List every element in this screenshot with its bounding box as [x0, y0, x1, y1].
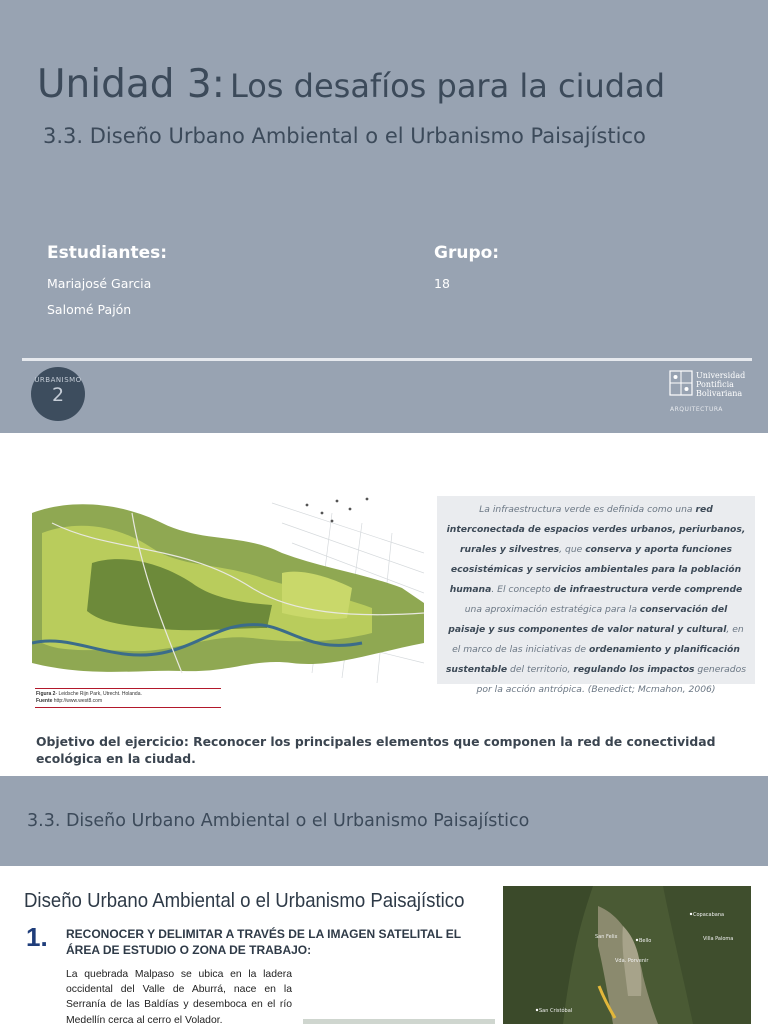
unit-title-rest: Los desafíos para la ciudad	[229, 67, 666, 105]
step-heading: RECONOCER Y DELIMITAR A TRAVÉS DE LA IMAGEN SATELITAL EL ÁREA DE ESTUDIO O ZONA DE TRABAJO:	[66, 927, 461, 957]
study-slide-title: Diseño Urbano Ambiental o el Urbanismo Paisajístico	[24, 890, 465, 912]
park-aerial-illustration	[32, 493, 424, 685]
university-name	[696, 371, 745, 398]
satellite-map-image	[503, 886, 751, 1024]
map-label-copacabana: Copacabana	[693, 912, 725, 918]
section-title: 3.3. Diseño Urbano Ambiental o el Urbanismo Paisajístico	[27, 811, 530, 831]
step-description: La quebrada Malpaso se ubica en la ladera occidental del Valle de Aburrá, nace en la Serranía de las Baldías y desemboca en el río Medellín cerca al cerro el Volador.	[66, 969, 292, 1024]
urbanismo-badge-logo	[31, 367, 85, 421]
quote-emphasis: de infraestructura verde comprende	[553, 584, 743, 595]
university-line-3: Bolivariana	[696, 389, 743, 398]
badge-label: URBANISMO	[34, 376, 82, 384]
university-crest-icon	[668, 368, 694, 398]
step-number: 1.	[26, 922, 48, 952]
figure-caption	[35, 688, 221, 708]
badge-number: 2	[51, 384, 65, 406]
quote-text: del territorio,	[507, 664, 574, 675]
title-slide	[0, 0, 768, 433]
quote-emphasis: ordenamiento y planificación sustentable	[445, 644, 740, 675]
quote-text: generados por la acción antrópica. (Benedict; Mcmahon, 2006)	[476, 664, 747, 695]
legend-strip	[303, 1019, 495, 1024]
exercise-objective: Objetivo del ejercicio: Reconocer los principales elementos que componen la red de conectividad ecológica en la ciudad.	[36, 734, 716, 766]
map-label-san-felix: San Felix	[595, 934, 618, 940]
university-line-2: Pontificia	[696, 380, 734, 389]
group-label: Grupo:	[434, 243, 500, 263]
section-divider-slide	[0, 776, 768, 866]
group-value: 18	[434, 276, 450, 291]
divider-line	[22, 358, 752, 361]
quote-text: , en el marco de las iniciativas de	[452, 624, 744, 655]
map-label-vda-porvenir: Vda. Porvenir	[615, 958, 649, 964]
university-tagline: ARQUITECTURA	[670, 406, 723, 413]
quote-text: una aproximación estratégica para la	[464, 604, 640, 615]
quote-emphasis: conservación del paisaje y sus componentes de valor natural y cultural	[448, 604, 728, 635]
unit-title	[37, 62, 665, 107]
map-label-bello: Bello	[639, 938, 652, 944]
figure-source-text: http://www.west8.com	[53, 698, 103, 704]
figure-caption-text: - Leidsche Rijn Park, Utrecht. Holanda.	[55, 691, 142, 697]
figure-source-label: Fuente	[36, 698, 53, 704]
concept-slide	[0, 433, 768, 776]
students-label: Estudiantes:	[47, 243, 168, 263]
quote-text: , que	[559, 544, 586, 555]
study-area-slide	[0, 866, 768, 1024]
quote-emphasis: red interconectada de espacios verdes urbanos, periurbanos, rurales y silvestres	[446, 504, 746, 555]
figure-caption-label: Figura 2	[36, 691, 56, 697]
definition-quote-box	[437, 496, 755, 695]
unit-title-main: Unidad 3:	[37, 62, 225, 107]
student-name-1: Mariajosé Garcia	[47, 276, 152, 291]
quote-text: La infraestructura verde es definida como una	[479, 504, 696, 515]
map-label-san-cristobal: San Cristóbal	[539, 1008, 573, 1014]
university-logo	[668, 368, 754, 418]
quote-text: . El concepto	[491, 584, 554, 595]
university-line-1: Universidad	[696, 371, 746, 380]
quote-emphasis: conserva y aporta funciones ecosistémicas y servicios ambientales para la población humana	[449, 544, 742, 595]
student-name-2: Salomé Pajón	[47, 302, 132, 317]
unit-subtitle: 3.3. Diseño Urbano Ambiental o el Urbanismo Paisajístico	[43, 124, 646, 148]
map-label-villa-paloma: Villa Paloma	[703, 936, 734, 942]
quote-emphasis: regulando los impactos	[573, 664, 695, 675]
